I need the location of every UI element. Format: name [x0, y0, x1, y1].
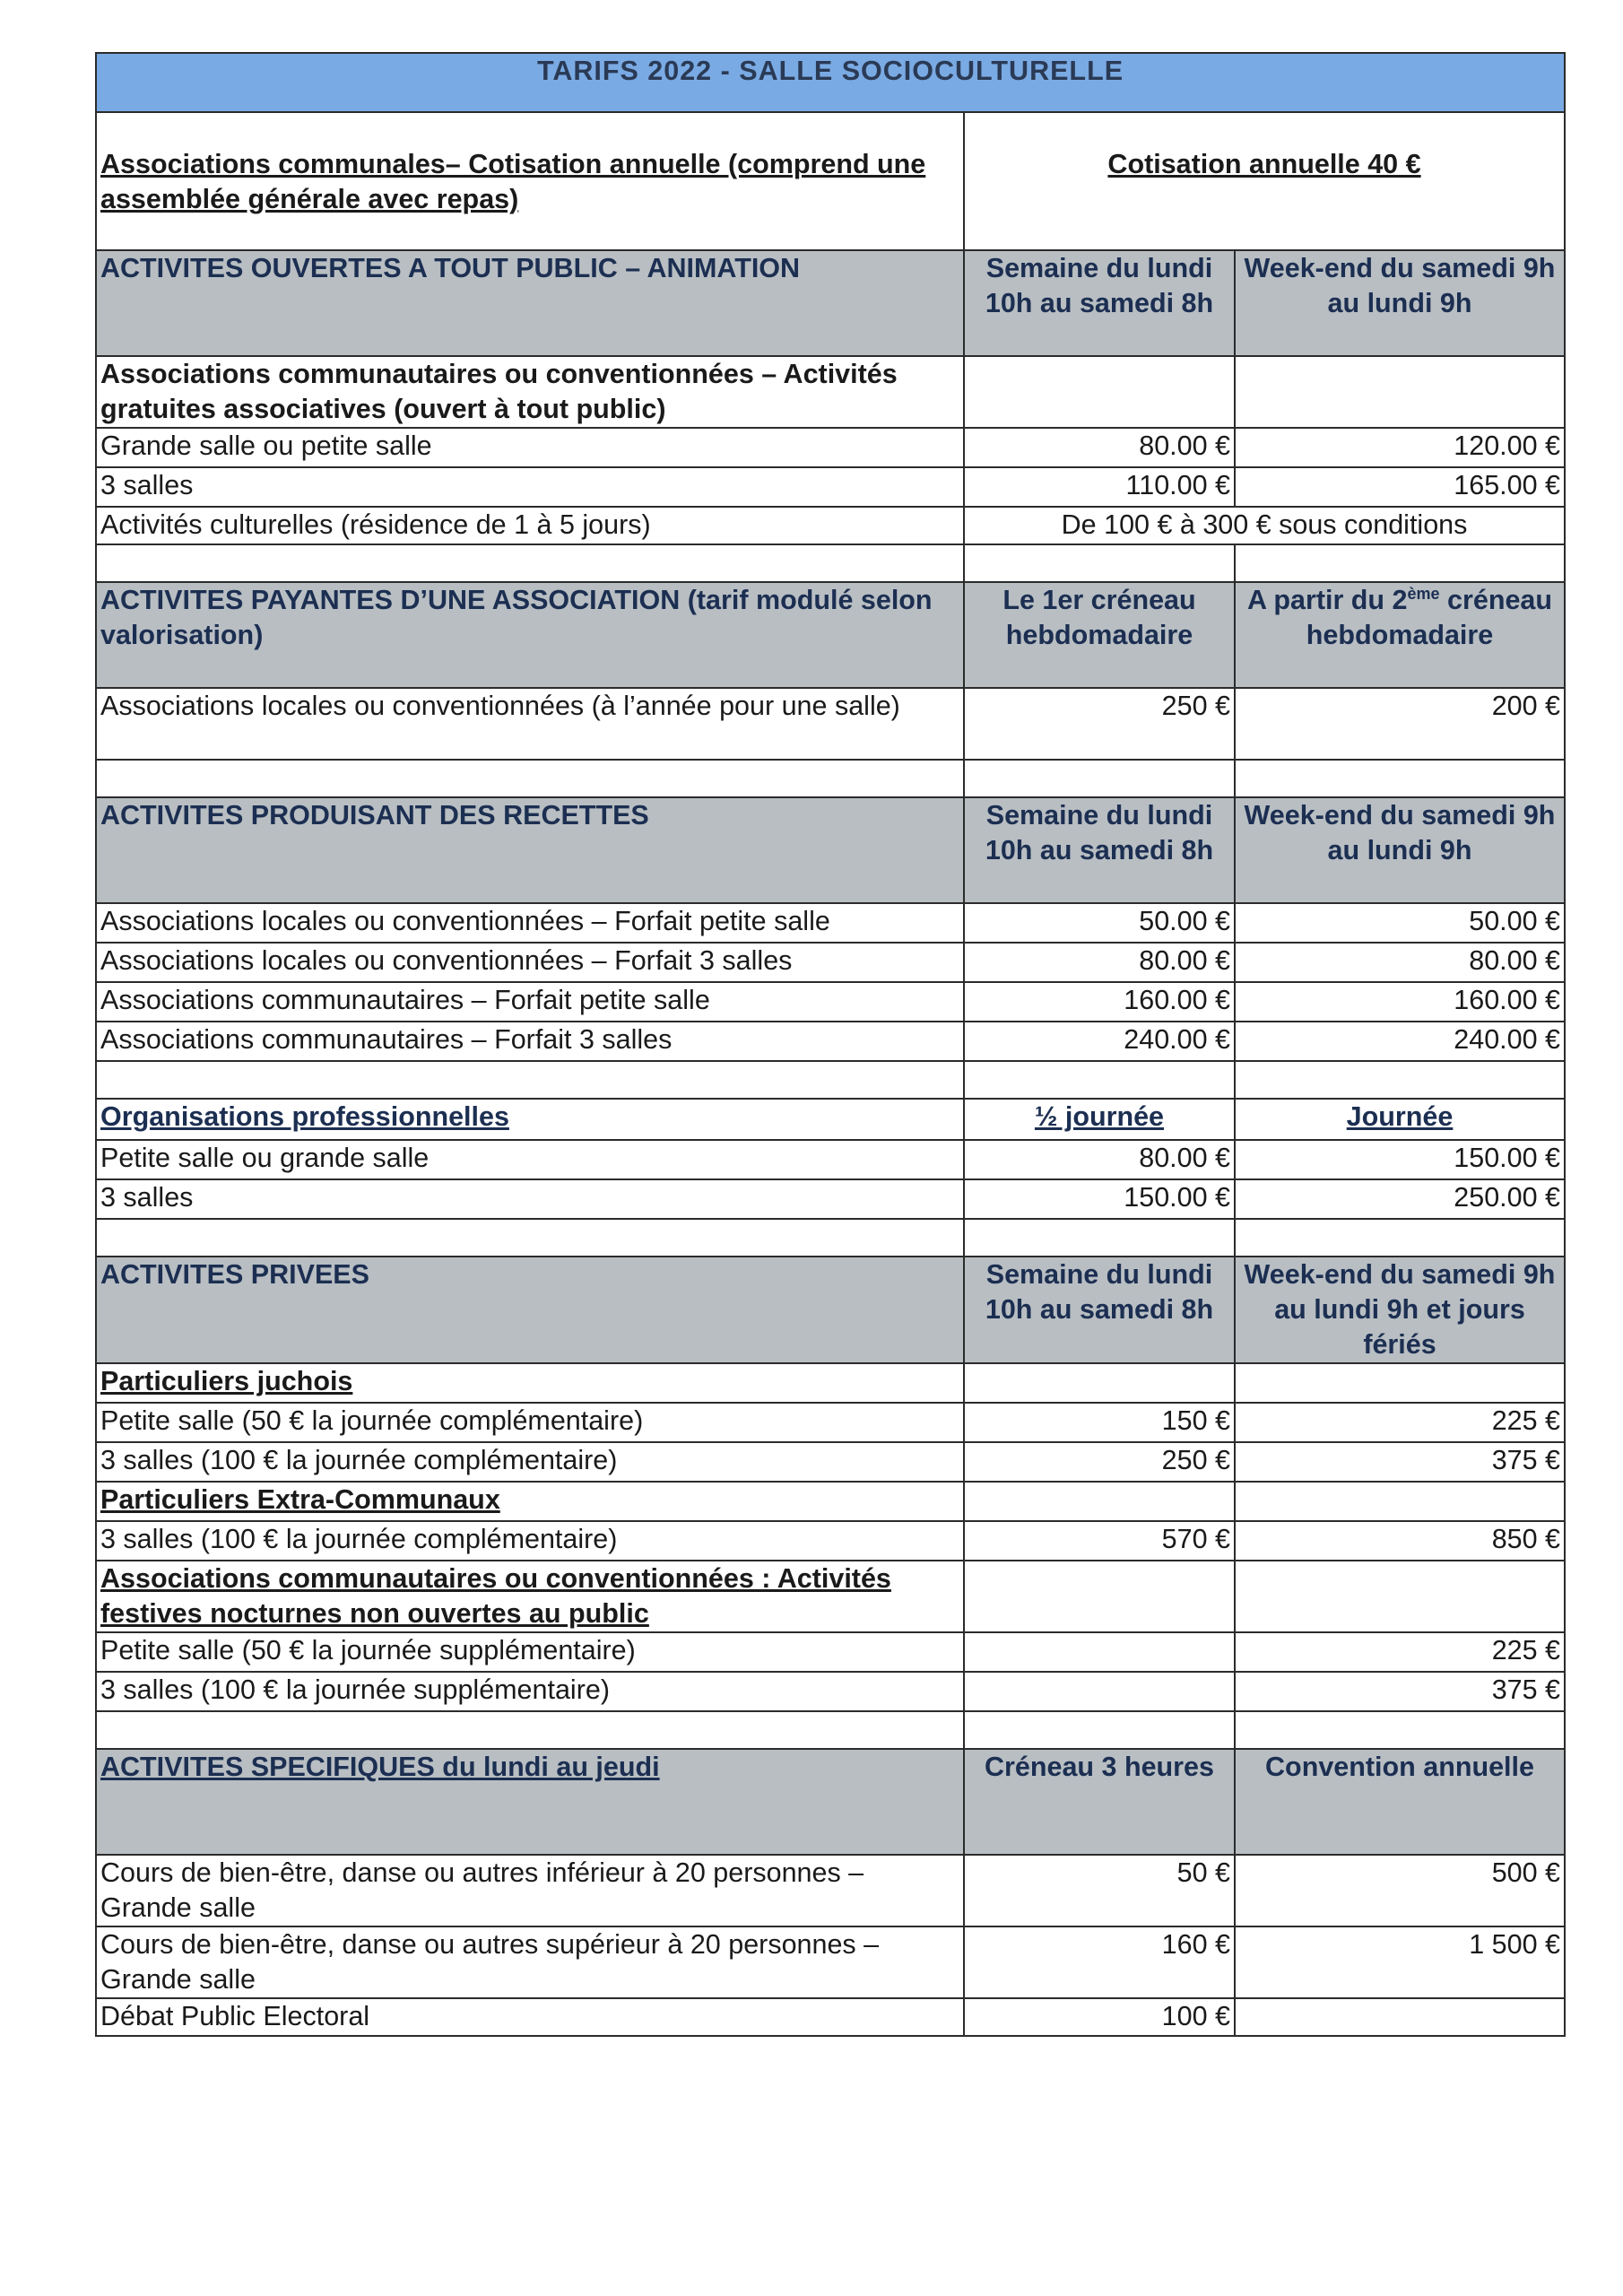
price-cell	[1235, 1998, 1565, 2036]
column-header-demi-journee: ½ journée	[964, 1099, 1235, 1140]
section-header-privees: ACTIVITES PRIVEES	[96, 1257, 964, 1363]
row-label: Associations communautaires – Forfait 3 salles	[96, 1022, 964, 1061]
spacer-cell	[1235, 760, 1565, 797]
table-row	[96, 1179, 1565, 1219]
spacer-cell	[964, 1219, 1235, 1257]
row-label: 3 salles (100 € la journée supplémentaire)	[96, 1672, 964, 1711]
price-cell: 165.00 €	[1235, 467, 1565, 507]
price-cell: 375 €	[1235, 1672, 1565, 1711]
price-cell: 120.00 €	[1235, 428, 1565, 467]
price-cell: 150.00 €	[964, 1179, 1235, 1219]
cotisation-value: Cotisation annuelle 40 €	[964, 112, 1565, 250]
price-cell: 250 €	[964, 688, 1235, 760]
column-header-1er-creneau: Le 1er créneau hebdomadaire	[964, 582, 1235, 688]
row-label: 3 salles (100 € la journée complémentaire)	[96, 1442, 964, 1482]
price-cell: 570 €	[964, 1521, 1235, 1561]
table-row	[96, 1403, 1565, 1442]
column-header-weekend: Week-end du samedi 9h au lundi 9h	[1235, 797, 1565, 903]
price-cell: 240.00 €	[964, 1022, 1235, 1061]
price-cell: 80.00 €	[1235, 943, 1565, 982]
price-cell: 200 €	[1235, 688, 1565, 760]
price-cell: 50.00 €	[1235, 903, 1565, 943]
column-header-text: créneau hebdomadaire	[1306, 585, 1553, 650]
empty-cell	[964, 1561, 1235, 1632]
empty-cell	[964, 1482, 1235, 1521]
column-header-2eme-creneau	[1235, 582, 1565, 688]
empty-cell	[1235, 1561, 1565, 1632]
table-row	[96, 688, 1565, 760]
group-label-festives: Associations communautaires ou conventionnées : Activités festives nocturnes non ouvertes au public	[96, 1561, 964, 1632]
section-header-specifiques	[96, 1749, 964, 1855]
table-row	[96, 1672, 1565, 1711]
row-label: 3 salles	[96, 467, 964, 507]
table-row	[96, 903, 1565, 943]
price-range-cell: De 100 € à 300 € sous conditions	[964, 507, 1565, 544]
price-cell: 240.00 €	[1235, 1022, 1565, 1061]
empty-cell	[1235, 356, 1565, 428]
price-cell: 100 €	[964, 1998, 1235, 2036]
price-cell: 160.00 €	[1235, 982, 1565, 1022]
spacer-cell	[1235, 1061, 1565, 1099]
table-row	[96, 1855, 1565, 1926]
price-cell: 850 €	[1235, 1521, 1565, 1561]
row-label: Petite salle (50 € la journée supplémentaire)	[96, 1632, 964, 1672]
price-cell: 150.00 €	[1235, 1140, 1565, 1179]
group-label-gratuites: Associations communautaires ou conventionnées – Activités gratuites associatives (ouvert à tout public)	[96, 356, 964, 428]
column-header-weekend: Week-end du samedi 9h au lundi 9h	[1235, 250, 1565, 356]
price-cell: 110.00 €	[964, 467, 1235, 507]
column-header-text: A partir du 2	[1247, 585, 1408, 615]
row-label: 3 salles (100 € la journée complémentaire)	[96, 1521, 964, 1561]
section-header-pros: Organisations professionnelles	[96, 1099, 964, 1140]
spacer-cell	[96, 1219, 964, 1257]
column-header-semaine: Semaine du lundi 10h au samedi 8h	[964, 797, 1235, 903]
section-header-text: ACTIVITES SPECIFIQUES du lundi au jeudi	[100, 1752, 660, 1782]
price-cell: 160.00 €	[964, 982, 1235, 1022]
section-header-payantes: ACTIVITES PAYANTES D’UNE ASSOCIATION (tarif modulé selon valorisation)	[96, 582, 964, 688]
row-label: Activités culturelles (résidence de 1 à 5 jours)	[96, 507, 964, 544]
cotisation-label: Associations communales– Cotisation annuelle (comprend une assemblée générale avec repas)	[96, 112, 964, 250]
column-header-convention: Convention annuelle	[1235, 1749, 1565, 1855]
spacer-cell	[964, 760, 1235, 797]
row-label: Petite salle (50 € la journée complémentaire)	[96, 1403, 964, 1442]
empty-cell	[1235, 1363, 1565, 1403]
spacer-cell	[964, 1711, 1235, 1749]
superscript: ème	[1407, 584, 1440, 603]
price-cell: 160 €	[964, 1926, 1235, 1998]
row-label: Cours de bien-être, danse ou autres inférieur à 20 personnes – Grande salle	[96, 1855, 964, 1926]
spacer-cell	[96, 1061, 964, 1099]
group-label-extra-communaux: Particuliers Extra-Communaux	[96, 1482, 964, 1521]
empty-cell	[964, 356, 1235, 428]
empty-cell	[1235, 1482, 1565, 1521]
spacer-cell	[96, 760, 964, 797]
price-cell	[964, 1672, 1235, 1711]
row-label: Grande salle ou petite salle	[96, 428, 964, 467]
tariff-table	[95, 52, 1566, 2037]
table-row	[96, 943, 1565, 982]
price-cell: 150 €	[964, 1403, 1235, 1442]
table-row	[96, 1140, 1565, 1179]
column-header-semaine: Semaine du lundi 10h au samedi 8h	[964, 1257, 1235, 1363]
price-cell: 500 €	[1235, 1855, 1565, 1926]
spacer-cell	[96, 1711, 964, 1749]
table-row	[96, 982, 1565, 1022]
section-header-tout-public: ACTIVITES OUVERTES A TOUT PUBLIC – ANIMATION	[96, 250, 964, 356]
column-header-journee: Journée	[1235, 1099, 1565, 1140]
table-row	[96, 467, 1565, 507]
page-title: TARIFS 2022 - SALLE SOCIOCULTURELLE	[96, 53, 1565, 112]
spacer-cell	[1235, 544, 1565, 582]
table-row	[96, 1521, 1565, 1561]
column-header-semaine: Semaine du lundi 10h au samedi 8h	[964, 250, 1235, 356]
row-label: Associations locales ou conventionnées (à l’année pour une salle)	[96, 688, 964, 760]
row-label: Cours de bien-être, danse ou autres supérieur à 20 personnes – Grande salle	[96, 1926, 964, 1998]
table-row	[96, 428, 1565, 467]
price-cell: 1 500 €	[1235, 1926, 1565, 1998]
spacer-cell	[1235, 1711, 1565, 1749]
spacer-cell	[1235, 1219, 1565, 1257]
section-header-recettes: ACTIVITES PRODUISANT DES RECETTES	[96, 797, 964, 903]
table-row	[96, 1926, 1565, 1998]
spacer-cell	[96, 544, 964, 582]
price-cell: 50 €	[964, 1855, 1235, 1926]
row-label: Associations communautaires – Forfait petite salle	[96, 982, 964, 1022]
spacer-cell	[964, 1061, 1235, 1099]
column-header-weekend-feries: Week-end du samedi 9h au lundi 9h et jours fériés	[1235, 1257, 1565, 1363]
price-cell: 250.00 €	[1235, 1179, 1565, 1219]
row-label: Débat Public Electoral	[96, 1998, 964, 2036]
price-cell: 80.00 €	[964, 1140, 1235, 1179]
row-label: Associations locales ou conventionnées – Forfait petite salle	[96, 903, 964, 943]
price-cell: 375 €	[1235, 1442, 1565, 1482]
column-header-creneau: Créneau 3 heures	[964, 1749, 1235, 1855]
table-row	[96, 1022, 1565, 1061]
price-cell: 80.00 €	[964, 943, 1235, 982]
price-cell: 225 €	[1235, 1403, 1565, 1442]
row-label: 3 salles	[96, 1179, 964, 1219]
table-row	[96, 1632, 1565, 1672]
price-cell: 250 €	[964, 1442, 1235, 1482]
table-row	[96, 1442, 1565, 1482]
empty-cell	[964, 1363, 1235, 1403]
price-cell: 225 €	[1235, 1632, 1565, 1672]
spacer-cell	[964, 544, 1235, 582]
table-row	[96, 507, 1565, 544]
price-cell: 80.00 €	[964, 428, 1235, 467]
row-label: Associations locales ou conventionnées – Forfait 3 salles	[96, 943, 964, 982]
table-row	[96, 1998, 1565, 2036]
row-label: Petite salle ou grande salle	[96, 1140, 964, 1179]
price-cell	[964, 1632, 1235, 1672]
group-label-juchois: Particuliers juchois	[96, 1363, 964, 1403]
price-cell: 50.00 €	[964, 903, 1235, 943]
